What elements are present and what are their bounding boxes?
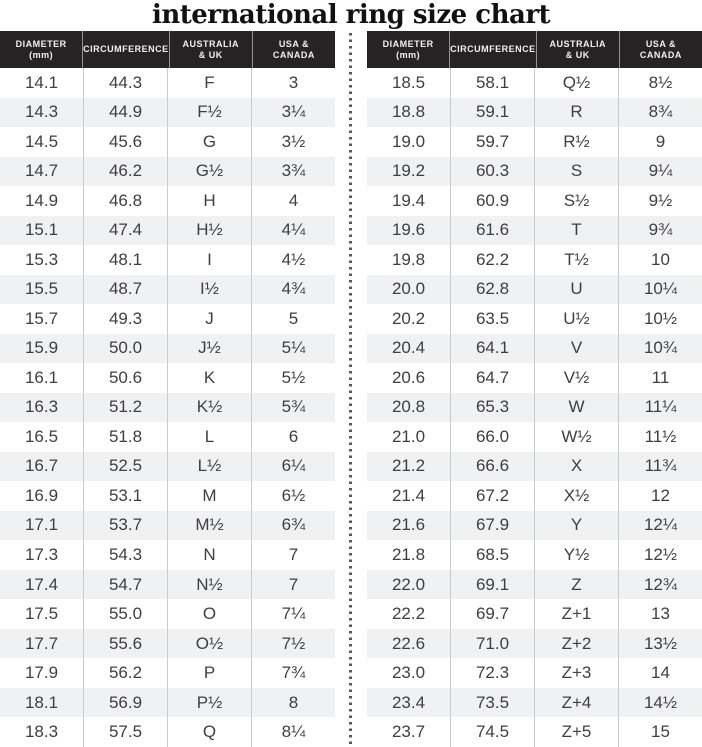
diameter-cell: 23.4 <box>367 688 451 718</box>
table-row <box>0 127 335 157</box>
ring-size-table-right <box>367 31 702 747</box>
diameter-cell: 16.3 <box>0 393 84 423</box>
circumference-cell: 64.7 <box>451 363 535 393</box>
usa-canada-cell: 6¼ <box>281 456 306 476</box>
diameter-cell: 22.0 <box>367 570 451 600</box>
table-row <box>0 658 335 688</box>
table-body-right <box>367 68 702 747</box>
circumference-cell: 60.9 <box>451 186 535 216</box>
australia-uk-cell: O½ <box>168 629 252 659</box>
usa-canada-cell: 7½ <box>281 633 306 653</box>
circumference-cell: 69.1 <box>451 570 535 600</box>
column-header-label: & UK <box>565 49 590 60</box>
circumference-cell: 46.2 <box>84 157 168 187</box>
table-row <box>0 422 335 452</box>
diameter-cell: 21.4 <box>367 481 451 511</box>
table-row <box>367 452 702 482</box>
dotted-table-divider <box>349 33 352 747</box>
usa-canada-cell: 11½ <box>644 426 677 446</box>
australia-uk-cell: Z <box>535 570 619 600</box>
usa-canada-cell: 11 <box>651 367 670 387</box>
table-row <box>367 511 702 541</box>
usa-canada-cell: 3½ <box>281 131 306 151</box>
diameter-cell: 20.2 <box>367 304 451 334</box>
table-row <box>367 629 702 659</box>
column-header-label: CANADA <box>272 49 315 60</box>
table-row <box>0 216 335 246</box>
column-header-label: & UK <box>198 49 223 60</box>
usa-canada-cell: 10¾ <box>643 338 678 358</box>
usa-canada-cell: 8¾ <box>648 102 673 122</box>
australia-uk-cell: I <box>168 245 252 275</box>
circumference-cell: 59.7 <box>451 127 535 157</box>
australia-uk-cell: J <box>168 304 252 334</box>
diameter-cell: 22.6 <box>367 629 451 659</box>
australia-uk-cell: M <box>168 481 252 511</box>
diameter-cell: 15.9 <box>0 334 84 364</box>
circumference-cell: 54.7 <box>84 570 168 600</box>
column-header-usa-canada <box>253 31 335 68</box>
usa-canada-cell: 3¾ <box>281 161 306 181</box>
circumference-cell: 53.7 <box>84 511 168 541</box>
diameter-cell: 21.6 <box>367 511 451 541</box>
diameter-cell: 19.6 <box>367 216 451 246</box>
diameter-cell: 17.4 <box>0 570 84 600</box>
table-row <box>367 304 702 334</box>
table-row <box>367 658 702 688</box>
australia-uk-cell: Z+2 <box>535 629 619 659</box>
diameter-cell: 16.9 <box>0 481 84 511</box>
table-row <box>0 540 335 570</box>
table-row <box>367 540 702 570</box>
australia-uk-cell: F½ <box>168 98 252 128</box>
column-header-label: AUSTRALIA <box>182 38 239 49</box>
australia-uk-cell: R <box>535 98 619 128</box>
usa-canada-cell: 8½ <box>648 72 673 92</box>
usa-canada-cell: 3¼ <box>281 102 306 122</box>
column-header-label: DIAMETER <box>382 38 434 49</box>
usa-canada-cell: 4¼ <box>281 220 306 240</box>
usa-canada-cell: 8 <box>288 692 299 712</box>
usa-canada-cell: 9¾ <box>648 220 673 240</box>
australia-uk-cell: P½ <box>168 688 252 718</box>
australia-uk-cell: R½ <box>535 127 619 157</box>
usa-canada-cell: 10 <box>651 249 670 269</box>
table-row <box>0 68 335 98</box>
circumference-cell: 71.0 <box>451 629 535 659</box>
table-row <box>367 186 702 216</box>
usa-canada-cell: 7 <box>288 574 299 594</box>
diameter-cell: 17.5 <box>0 599 84 629</box>
australia-uk-cell: L½ <box>168 452 252 482</box>
diameter-cell: 15.3 <box>0 245 84 275</box>
diameter-cell: 17.3 <box>0 540 84 570</box>
diameter-cell: 14.9 <box>0 186 84 216</box>
usa-canada-cell: 14½ <box>643 692 678 712</box>
diameter-cell: 20.8 <box>367 393 451 423</box>
table-row <box>367 717 702 747</box>
table-row <box>367 570 702 600</box>
table-header-right <box>367 31 702 68</box>
usa-canada-cell: 7¼ <box>281 604 306 624</box>
circumference-cell: 69.7 <box>451 599 535 629</box>
usa-canada-cell: 5¾ <box>281 397 306 417</box>
column-header-diameter <box>0 31 83 68</box>
circumference-cell: 59.1 <box>451 98 535 128</box>
australia-uk-cell: G½ <box>168 157 252 187</box>
column-header-label: DIAMETER <box>15 38 67 49</box>
table-header-left <box>0 31 335 68</box>
column-header-label: CIRCUMFERENCE <box>450 44 536 54</box>
column-header-label: (mm) <box>396 49 421 60</box>
usa-canada-cell: 11¼ <box>644 397 677 417</box>
diameter-cell: 15.5 <box>0 275 84 305</box>
australia-uk-cell: H <box>168 186 252 216</box>
circumference-cell: 64.1 <box>451 334 535 364</box>
table-row <box>0 481 335 511</box>
usa-canada-cell: 6½ <box>281 485 306 505</box>
table-row <box>367 245 702 275</box>
diameter-cell: 21.2 <box>367 452 451 482</box>
usa-canada-cell: 9¼ <box>648 161 673 181</box>
circumference-cell: 55.6 <box>84 629 168 659</box>
australia-uk-cell: W <box>535 393 619 423</box>
circumference-cell: 56.9 <box>84 688 168 718</box>
usa-canada-cell: 5½ <box>281 367 306 387</box>
table-row <box>0 570 335 600</box>
table-row <box>0 511 335 541</box>
diameter-cell: 14.7 <box>0 157 84 187</box>
column-header-circumference <box>83 31 170 68</box>
table-row <box>0 98 335 128</box>
circumference-cell: 50.6 <box>84 363 168 393</box>
circumference-cell: 72.3 <box>451 658 535 688</box>
circumference-cell: 56.2 <box>84 658 168 688</box>
circumference-cell: 48.7 <box>84 275 168 305</box>
table-row <box>0 186 335 216</box>
diameter-cell: 16.1 <box>0 363 84 393</box>
table-row <box>0 452 335 482</box>
diameter-cell: 14.5 <box>0 127 84 157</box>
australia-uk-cell: Z+4 <box>535 688 619 718</box>
circumference-cell: 62.8 <box>451 275 535 305</box>
table-row <box>367 98 702 128</box>
diameter-cell: 17.9 <box>0 658 84 688</box>
diameter-cell: 19.2 <box>367 157 451 187</box>
table-row <box>0 717 335 747</box>
usa-canada-cell: 7¾ <box>281 663 306 683</box>
circumference-cell: 44.9 <box>84 98 168 128</box>
circumference-cell: 53.1 <box>84 481 168 511</box>
diameter-cell: 17.7 <box>0 629 84 659</box>
australia-uk-cell: H½ <box>168 216 252 246</box>
usa-canada-cell: 13½ <box>643 633 678 653</box>
usa-canada-cell: 11¾ <box>644 456 677 476</box>
table-body-left <box>0 68 335 747</box>
circumference-cell: 66.6 <box>451 452 535 482</box>
diameter-cell: 20.0 <box>367 275 451 305</box>
australia-uk-cell: T <box>535 216 619 246</box>
circumference-cell: 47.4 <box>84 216 168 246</box>
table-row <box>367 275 702 305</box>
table-row <box>0 599 335 629</box>
australia-uk-cell: U <box>535 275 619 305</box>
australia-uk-cell: F <box>168 68 252 98</box>
diameter-cell: 22.2 <box>367 599 451 629</box>
usa-canada-cell: 5¼ <box>281 338 306 358</box>
diameter-cell: 15.7 <box>0 304 84 334</box>
diameter-cell: 17.1 <box>0 511 84 541</box>
circumference-cell: 73.5 <box>451 688 535 718</box>
australia-uk-cell: J½ <box>168 334 252 364</box>
column-header-label: USA & <box>278 38 309 49</box>
australia-uk-cell: Z+5 <box>535 717 619 747</box>
usa-canada-cell: 3 <box>288 72 299 92</box>
table-row <box>0 245 335 275</box>
table-row <box>0 629 335 659</box>
circumference-cell: 50.0 <box>84 334 168 364</box>
australia-uk-cell: K½ <box>168 393 252 423</box>
australia-uk-cell: V½ <box>535 363 619 393</box>
australia-uk-cell: N <box>168 540 252 570</box>
circumference-cell: 45.6 <box>84 127 168 157</box>
table-row <box>0 334 335 364</box>
circumference-cell: 54.3 <box>84 540 168 570</box>
usa-canada-cell: 9½ <box>648 190 673 210</box>
diameter-cell: 21.8 <box>367 540 451 570</box>
page-title: international ring size chart <box>151 0 551 30</box>
usa-canada-cell: 6¾ <box>281 515 306 535</box>
column-header-usa-canada <box>620 31 702 68</box>
circumference-cell: 51.8 <box>84 422 168 452</box>
column-header-label: (mm) <box>29 49 54 60</box>
column-header-australia-uk <box>537 31 620 68</box>
table-row <box>367 393 702 423</box>
table-row <box>367 157 702 187</box>
circumference-cell: 63.5 <box>451 304 535 334</box>
table-row <box>367 688 702 718</box>
table-row <box>0 157 335 187</box>
column-header-label: CIRCUMFERENCE <box>83 44 169 54</box>
australia-uk-cell: I½ <box>168 275 252 305</box>
australia-uk-cell: N½ <box>168 570 252 600</box>
usa-canada-cell: 10¼ <box>643 279 678 299</box>
usa-canada-cell: 8¼ <box>281 722 306 742</box>
circumference-cell: 44.3 <box>84 68 168 98</box>
circumference-cell: 65.3 <box>451 393 535 423</box>
circumference-cell: 58.1 <box>451 68 535 98</box>
table-row <box>0 275 335 305</box>
circumference-cell: 74.5 <box>451 717 535 747</box>
diameter-cell: 20.4 <box>367 334 451 364</box>
australia-uk-cell: Q½ <box>535 68 619 98</box>
australia-uk-cell: Y <box>535 511 619 541</box>
usa-canada-cell: 14 <box>651 663 670 683</box>
diameter-cell: 14.3 <box>0 98 84 128</box>
diameter-cell: 16.5 <box>0 422 84 452</box>
australia-uk-cell: X <box>535 452 619 482</box>
table-row <box>367 127 702 157</box>
diameter-cell: 18.5 <box>367 68 451 98</box>
ring-size-table-left <box>0 31 335 747</box>
australia-uk-cell: X½ <box>535 481 619 511</box>
usa-canada-cell: 4¾ <box>281 279 306 299</box>
australia-uk-cell: Y½ <box>535 540 619 570</box>
circumference-cell: 55.0 <box>84 599 168 629</box>
table-row <box>367 422 702 452</box>
australia-uk-cell: V <box>535 334 619 364</box>
table-row <box>0 363 335 393</box>
table-row <box>367 68 702 98</box>
diameter-cell: 23.7 <box>367 717 451 747</box>
circumference-cell: 60.3 <box>451 157 535 187</box>
australia-uk-cell: L <box>168 422 252 452</box>
usa-canada-cell: 12½ <box>643 545 678 564</box>
australia-uk-cell: O <box>168 599 252 629</box>
table-row <box>367 363 702 393</box>
circumference-cell: 46.8 <box>84 186 168 216</box>
australia-uk-cell: Q <box>168 717 252 747</box>
usa-canada-cell: 6 <box>288 426 299 446</box>
australia-uk-cell: P <box>168 658 252 688</box>
circumference-cell: 66.0 <box>451 422 535 452</box>
australia-uk-cell: K <box>168 363 252 393</box>
usa-canada-cell: 4½ <box>281 249 306 269</box>
usa-canada-cell: 12 <box>651 485 670 505</box>
australia-uk-cell: Z+1 <box>535 599 619 629</box>
table-row <box>367 481 702 511</box>
diameter-cell: 21.0 <box>367 422 451 452</box>
usa-canada-cell: 12¼ <box>643 515 678 535</box>
usa-canada-cell: 5 <box>288 308 299 328</box>
circumference-cell: 57.5 <box>84 717 168 747</box>
australia-uk-cell: U½ <box>535 304 619 334</box>
usa-canada-cell: 4 <box>288 190 299 210</box>
circumference-cell: 62.2 <box>451 245 535 275</box>
diameter-cell: 20.6 <box>367 363 451 393</box>
diameter-cell: 19.4 <box>367 186 451 216</box>
circumference-cell: 48.1 <box>84 245 168 275</box>
usa-canada-cell: 10½ <box>643 308 678 328</box>
usa-canada-cell: 15 <box>651 722 670 742</box>
circumference-cell: 67.2 <box>451 481 535 511</box>
table-row <box>367 216 702 246</box>
australia-uk-cell: M½ <box>168 511 252 541</box>
circumference-cell: 68.5 <box>451 540 535 570</box>
table-row <box>0 688 335 718</box>
usa-canada-cell: 12¾ <box>643 574 678 594</box>
australia-uk-cell: S½ <box>535 186 619 216</box>
table-row <box>367 599 702 629</box>
column-header-label: CANADA <box>639 49 682 60</box>
column-header-australia-uk <box>170 31 253 68</box>
usa-canada-cell: 9 <box>655 131 666 151</box>
diameter-cell: 19.8 <box>367 245 451 275</box>
column-header-label: USA & <box>645 38 676 49</box>
diameter-cell: 18.1 <box>0 688 84 718</box>
diameter-cell: 23.0 <box>367 658 451 688</box>
australia-uk-cell: Z+3 <box>535 658 619 688</box>
diameter-cell: 18.3 <box>0 717 84 747</box>
diameter-cell: 18.8 <box>367 98 451 128</box>
australia-uk-cell: G <box>168 127 252 157</box>
australia-uk-cell: S <box>535 157 619 187</box>
circumference-cell: 67.9 <box>451 511 535 541</box>
circumference-cell: 51.2 <box>84 393 168 423</box>
usa-canada-cell: 13 <box>651 604 670 624</box>
circumference-cell: 52.5 <box>84 452 168 482</box>
diameter-cell: 14.1 <box>0 68 84 98</box>
column-header-label: AUSTRALIA <box>549 38 606 49</box>
australia-uk-cell: T½ <box>535 245 619 275</box>
column-header-circumference <box>450 31 537 68</box>
australia-uk-cell: W½ <box>535 422 619 452</box>
column-header-diameter <box>367 31 450 68</box>
usa-canada-cell: 7 <box>288 545 299 564</box>
diameter-cell: 15.1 <box>0 216 84 246</box>
diameter-cell: 19.0 <box>367 127 451 157</box>
table-row <box>0 393 335 423</box>
table-row <box>0 304 335 334</box>
circumference-cell: 61.6 <box>451 216 535 246</box>
table-row <box>367 334 702 364</box>
chart-area <box>0 31 702 747</box>
diameter-cell: 16.7 <box>0 452 84 482</box>
circumference-cell: 49.3 <box>84 304 168 334</box>
